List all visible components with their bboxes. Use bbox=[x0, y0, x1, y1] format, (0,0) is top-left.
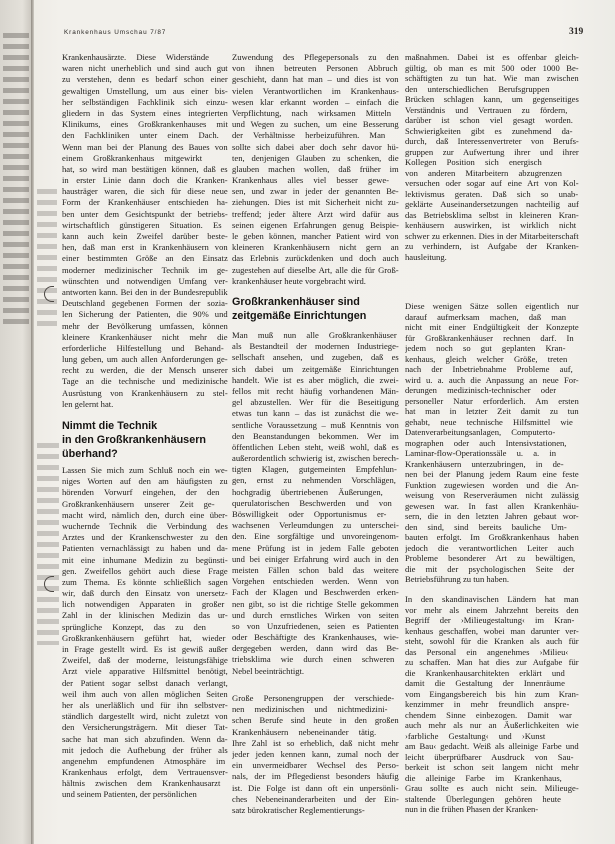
text-line: Wenn man bei der Planung des Baues von bbox=[62, 141, 228, 152]
text-line: Brücken schlagen kann, um gegenseitiges bbox=[405, 94, 579, 104]
text-line: kann auch kein Zweifel darüber beste- bbox=[62, 231, 228, 241]
text-line: mographen oder auch Intensivstationen, bbox=[405, 437, 567, 448]
text-line: zu schaffen. Man hat dies zur Aufgabe für bbox=[405, 657, 579, 667]
text-line: ten, denjenigen Glauben zu schenken, die bbox=[232, 152, 399, 163]
text-line: sellschaft ansehen, und zugeben, daß es bbox=[232, 352, 399, 363]
text-line: seinen eigenen Erfahrungen genug Beispie- bbox=[232, 219, 399, 230]
text-line: maßnahmen. Dabei ist es offenbar gleich- bbox=[405, 52, 579, 62]
text-line: Großkrankenhäusern unserer Zeit ge- bbox=[62, 498, 215, 509]
text-line: niges Worten auf den am häufigsten zu bbox=[62, 476, 228, 487]
text-line: gewaltigen Umstellung, um aus einer bis- bbox=[62, 85, 228, 96]
text-line: Laminar-flow-Operationssäle u. a. in bbox=[405, 448, 557, 458]
column-2-paragraph-2 bbox=[232, 330, 399, 677]
text-line: einer bestimmten Größe an den Einsatz bbox=[62, 253, 228, 264]
text-line: hörenden Vorwurf eingehen, der den bbox=[62, 487, 220, 498]
text-line: auch mehr als nur an Äußerlichkeiten wie bbox=[405, 720, 579, 730]
text-line: Krankenhaus erfolgt, dem Vertrauensver- bbox=[62, 767, 228, 778]
text-line: fellos mit recht häufig vorhandenen Män- bbox=[232, 385, 399, 396]
text-line: geschieht, dann hat man – und dies ist von bbox=[232, 74, 399, 85]
text-line: gültig, ob man es mit 500 oder 1000 Be- bbox=[405, 62, 579, 73]
text-line: schwer zu erkennen. Dies in der Mitarbeiterschaft bbox=[405, 230, 579, 241]
text-line: den sind, sind bereits bauliche Um- bbox=[405, 521, 567, 532]
column-3-paragraph-1 bbox=[405, 52, 579, 262]
text-line: den Fachkliniken unter einem Dach. bbox=[62, 130, 219, 141]
text-line: wird u. a. auch die Anpassung an neue For- bbox=[405, 374, 579, 385]
text-line: sentliche Voraussetzung – muß Kenntnis von bbox=[232, 419, 399, 430]
text-line: nen bei der Planung jedem Raum eine feste bbox=[405, 469, 579, 479]
text-line: Ausrüstung von Krankenhäusern zu stel- bbox=[62, 387, 228, 398]
text-line: kenhaus geschaffen, wobei man darunter ver- bbox=[405, 625, 579, 636]
text-line: die mit der psychologischen Seite der bbox=[405, 563, 575, 574]
text-line: Tage an die technische und medizinische bbox=[62, 376, 228, 387]
text-line: Böswilligkeit oder Opportunismus er- bbox=[232, 509, 387, 519]
text-line: Grau sollte es auch nicht sein. Milieuge- bbox=[405, 783, 579, 793]
text-line: moderner medizinischer Technik im ge- bbox=[62, 264, 228, 275]
text-line: her als unerläßlich und für ihn selbstver- bbox=[62, 699, 228, 710]
column-1 bbox=[62, 0, 228, 844]
text-line: waren nicht unerheblich und sind auch gut bbox=[62, 63, 228, 74]
text-line: hausleitung. bbox=[405, 251, 447, 262]
text-line: wesen klar erkannt worden – einfach die bbox=[232, 96, 399, 107]
text-line: Klinikums, eines Großkrankenhauses mit bbox=[62, 119, 228, 130]
text-line: damit die Gestaltung der Innenräume bbox=[405, 678, 565, 688]
text-line: mene Prüfung ist in jedem Falle geboten bbox=[232, 542, 399, 553]
text-line: wirtschaftlich günstigeren Situation. Es bbox=[62, 219, 222, 230]
text-line: öffentlichen Leben steht, weiß wohl, daß es bbox=[232, 441, 399, 452]
text-line: weisung von Reserveräumen nicht zulässig bbox=[405, 490, 579, 500]
text-line: Zweifel, daß der moderne, leistungsfähige bbox=[62, 655, 228, 666]
text-line: her selbständigen Fachklinik sich einzu- bbox=[62, 96, 228, 107]
text-line: vor mehr als einem Jahrzehnt bereits den bbox=[405, 604, 579, 615]
text-line: weil ihm auch von allen möglichen Seiten bbox=[62, 688, 228, 699]
text-line: len Sicherung der Patienten, die 90% und bbox=[62, 309, 228, 320]
text-line: versuchen oder sogar auf eine Art von Kol- bbox=[405, 178, 579, 188]
text-line: sern, die in den letzten Jahren gebaut wor- bbox=[405, 511, 579, 521]
text-line: den unterschiedlichen Berufsgruppen bbox=[405, 83, 550, 94]
text-line: leicht überprüfbarer Ausdruck von Sau- bbox=[405, 751, 574, 762]
text-line: len gelernt hat. bbox=[62, 398, 114, 409]
text-line: Lassen Sie mich zum Schluß noch ein we- bbox=[62, 465, 228, 475]
text-line: ziehungen. Dies ist mit Sicherheit nicht zu- bbox=[232, 197, 399, 208]
text-line: hältnis zwischen dem Krankenhausarzt bbox=[62, 778, 221, 789]
text-line: Verpflichtung, nach wirksamen Mitteln bbox=[232, 107, 392, 118]
column-3 bbox=[405, 0, 579, 844]
text-line: treffend; jeder ältere Arzt wird dafür aus bbox=[232, 208, 399, 219]
text-line: sollte sich dabei aber doch sehr davor hü- bbox=[232, 141, 399, 152]
text-line: den. Eine sorgfältige und unvoreingenom- bbox=[232, 531, 399, 542]
column-2-paragraph-1 bbox=[232, 52, 399, 287]
text-line: ches Nebeneinanderarbeiten und der Ein- bbox=[232, 793, 399, 804]
text-line: außerordentlich schwierig ist, zwischen berech- bbox=[232, 453, 399, 464]
text-line: das Personal ein angenehmes ›Milieu‹ bbox=[405, 646, 569, 657]
text-line: Schwierigkeiten gibt es zunehmend da- bbox=[405, 125, 573, 136]
heading-line: zeitgemäße Einrichtungen bbox=[232, 310, 367, 323]
text-line: am Bau‹ gedacht. Weiß als alleinige Farbe und bbox=[405, 741, 579, 751]
text-line: von ihnen betreuten Personen Abbruch bbox=[232, 63, 398, 74]
text-line: berkeit ist schon seit langem nicht mehr bbox=[405, 762, 579, 772]
text-line: oder Beschäftigte des Krankenhauses, wie- bbox=[232, 632, 399, 643]
text-line: satz bürokratischer Reglementierungs- bbox=[232, 804, 365, 815]
text-line: antworten kann. Bei den in der Bundesrepublik bbox=[62, 286, 228, 297]
text-line: Fach der Klagen und Beschwerden erken- bbox=[232, 587, 399, 598]
text-line: Krankenhaus alles viel besser gewe- bbox=[232, 175, 390, 186]
text-line: wünschten und notwendigen Umfang ver- bbox=[62, 275, 228, 286]
text-line: erforderliche Hilfestellung und Behand- bbox=[62, 342, 224, 353]
running-header-publication: Krankenhaus Umschau 7/87 bbox=[64, 29, 167, 36]
text-line: kenhaus, gleich welcher Größe, treten bbox=[405, 353, 568, 364]
text-line: staltende Überlegungen gehören heute bbox=[405, 793, 561, 804]
text-line: ben unter dem Gesichtspunkt der betriebs- bbox=[62, 208, 228, 219]
text-line: Begriff der ›Milieugestaltung‹ im Kran- bbox=[405, 615, 575, 625]
text-line: nals, der im Pflegedienst besonders häufig bbox=[232, 771, 399, 782]
section-heading bbox=[62, 419, 228, 462]
text-line: etwas tun kann – das ist zunächst die we- bbox=[232, 408, 399, 419]
text-line: gehabt, neue technische Hilfsmittel wie bbox=[405, 416, 573, 427]
text-line: Kollegen Position sich energisch bbox=[405, 157, 542, 167]
text-line: nen medizinischen und nichtmedizini- bbox=[232, 704, 388, 715]
text-line: hausträger waren, die sich für diese neue bbox=[62, 186, 228, 197]
text-line: angenehm empfundenen Atmosphäre im bbox=[62, 755, 226, 766]
text-line: ›farbliche Gestaltung‹ und ›Kunst bbox=[405, 730, 546, 741]
text-line: jeder jeden kennen kann, zumal noch der bbox=[232, 748, 399, 759]
text-line: gliedern in das System eines integrierten bbox=[62, 107, 228, 118]
text-line: vielen Verantwortlichen im Krankenhaus- bbox=[232, 85, 399, 96]
text-line: von anderen Mitarbeitern abzugrenzen bbox=[405, 167, 562, 178]
text-line: das Betriebsklima selbst in kleineren Kran- bbox=[405, 209, 579, 220]
text-line: gen. Zweifellos gehört auch diese Frage bbox=[62, 565, 228, 576]
text-line: geklärte Auseinandersetzungen nachteilig auf bbox=[405, 199, 579, 209]
column-3-paragraph-2 bbox=[405, 301, 579, 585]
text-line: den Beanstandungen bekommen. Wer im bbox=[232, 430, 399, 441]
text-line: triebsklima wie durch einen schweren bbox=[232, 654, 395, 665]
text-line: hat man in letzter Zeit damit zu tun bbox=[405, 406, 579, 416]
text-line: Zuwendung des Pflegepersonals zu den bbox=[232, 52, 399, 62]
text-line: und bei einiger Erfahrung wird auch in den bbox=[232, 553, 399, 564]
text-line: hat, so wird man bestätigen können, daß es bbox=[62, 163, 228, 174]
text-line: sen, und zwar in jeder der genannten Be- bbox=[232, 186, 399, 197]
text-line: zu verhindern, ist Aufgabe der Kranken- bbox=[405, 241, 579, 251]
text-line: Patienten vernachlässigt zu haben und da- bbox=[62, 543, 228, 554]
text-line: gen, ernst zu nehmenden Vorschlägen, bbox=[232, 475, 396, 486]
text-line: der Verhältnisse herbeizuführen. Man bbox=[232, 130, 386, 141]
text-line: einem Großkrankenhaus mitgewirkt bbox=[62, 152, 203, 163]
text-line: ist. Die Folge ist dann oft ein unpersönli- bbox=[232, 782, 399, 793]
text-line: derungen medizinisch-technischer oder bbox=[405, 385, 557, 395]
text-line: als Bestandteil der modernen Industriege- bbox=[232, 341, 399, 352]
text-line: lung geben, um auch allen Anforderungen ge- bbox=[62, 354, 228, 365]
text-line: Datenverarbeitungsanlagen, Computerto- bbox=[405, 427, 556, 437]
text-line: gel abzustellen. Wer für die Beseitigung bbox=[232, 397, 399, 408]
text-line: nicht mit einer Endgültigkeit der Konzepte bbox=[405, 322, 579, 332]
text-line: Deutschland gegebenen Formen der sozia- bbox=[62, 298, 228, 309]
punch-hole-mark bbox=[44, 576, 54, 592]
text-line: wuchernde Technik die Verbindung des bbox=[62, 520, 228, 531]
text-line: Nebel beeinträchtigt. bbox=[232, 665, 305, 676]
text-line: chendem Sinne einbezogen. Damit war bbox=[405, 709, 572, 720]
text-line: schäftigten zu tun hat. Wie man zwischen bbox=[405, 73, 579, 83]
text-line: sich dabei um zeitgemäße Einrichtungen bbox=[232, 363, 399, 374]
text-line: in Frage gestellt wird. Es ist gewiß außer bbox=[62, 644, 228, 654]
text-line: gruppen zur Aufwertung ihrer und ihrer bbox=[405, 146, 579, 157]
text-line: Krankenhäusern unterzubringen, in de- bbox=[405, 458, 564, 469]
text-line: Großkrankenhäusern geführt hat, wieder bbox=[62, 632, 226, 643]
text-line: Form der Krankenhäuser entschieden ha- bbox=[62, 197, 228, 208]
heading-line: in den Großkrankenhäusern bbox=[62, 434, 206, 447]
text-line: jedoch die verantwortlichen Leiter auch bbox=[405, 542, 574, 553]
text-line: mit eine inhumane Medizin zu begünsti- bbox=[62, 554, 228, 565]
text-line: kleinere Krankenhäuser nicht mehr die bbox=[62, 331, 228, 342]
text-line: Krankenhäusern nebeneinander tätig. bbox=[232, 726, 377, 737]
text-line: bauten erfolgt. Im Großkrankenhaus haben bbox=[405, 532, 579, 542]
text-line: le geben können, mancher Patient wird von bbox=[232, 231, 399, 241]
text-line: Funktion zugewiesen worden und die An- bbox=[405, 479, 579, 490]
text-line: ein unvermeidbarer Wechsel des Perso- bbox=[232, 760, 399, 771]
text-line: hen, daß man erst in Krankenhäusern von bbox=[62, 242, 228, 253]
text-line: Ihre Zahl ist so erheblich, daß nicht mehr bbox=[232, 737, 399, 748]
text-line: und seinem Patienten, der persönlichen bbox=[62, 789, 197, 800]
adjacent-page-text-fragments bbox=[3, 30, 29, 330]
text-line: mit jedoch die Aufhebung der früher als bbox=[62, 744, 228, 755]
text-line: Betriebsführung zu tun haben. bbox=[405, 574, 510, 584]
text-line: den Versicherungsträgern. Mit dieser Tat- bbox=[62, 722, 228, 733]
text-line: darauf aufmerksam machen, daß man bbox=[405, 311, 567, 322]
page-number: 319 bbox=[569, 27, 584, 37]
text-line: und Wegen zu suchen, um eine Besserung bbox=[232, 119, 399, 130]
column-1-paragraph-1 bbox=[62, 52, 228, 410]
text-line: Probleme besonderer Art zu bewältigen, bbox=[405, 553, 576, 563]
text-line: In den skandinavischen Ländern hat man bbox=[405, 594, 579, 604]
text-line: der Patient sogar selbst danach verlangt, bbox=[62, 677, 228, 688]
text-line: zum Thema. Es könnte schließlich sagen bbox=[62, 576, 228, 587]
column-2 bbox=[232, 0, 399, 844]
text-line: lich notwendigen Apparaten in großer bbox=[62, 599, 225, 610]
section-heading bbox=[232, 295, 399, 323]
text-line: personeller Natur erforderlich. Am ersten bbox=[405, 395, 579, 406]
text-line: vom Eingangsbereich bis hin zum Kran- bbox=[405, 688, 579, 699]
text-line: querulatorischen Beschwerden und von bbox=[232, 497, 392, 508]
text-line: lektivismus geraten. Daß sich so unab- bbox=[405, 188, 579, 199]
text-line: recht zu werden, die der Mensch unserer bbox=[62, 365, 228, 376]
heading-line: Großkrankenhäuser sind bbox=[232, 296, 360, 308]
text-line: in erster Linie dann doch die Kranken- bbox=[62, 175, 228, 186]
text-line: durch, daß Interessenvertreter von Berufs- bbox=[405, 136, 579, 146]
text-line: die Krankenhausarchitekten erklärt und bbox=[405, 667, 565, 678]
column-1-paragraph-2 bbox=[62, 465, 228, 801]
text-line: zu verstehen, denn es bedarf schon einer bbox=[62, 74, 228, 85]
text-line: wir, daß durch den Einsatz von unersetz- bbox=[62, 588, 228, 599]
text-line: tigten Klagen, gutgemeinten Empfehlun- bbox=[232, 464, 397, 475]
text-line: Vorgehen entschieden werden. Wenn von bbox=[232, 576, 399, 587]
heading-line: überhand? bbox=[62, 448, 118, 461]
text-line: handelt. Wie ist es aber möglich, die zwei- bbox=[232, 374, 399, 385]
text-line: sprüngliche Konzept, das zu den bbox=[62, 621, 206, 632]
text-line: Große Personengruppen der verschiede- bbox=[232, 693, 395, 703]
text-line: das Erlebnis zurückdenken und doch auch bbox=[232, 253, 399, 264]
column-3-paragraph-3 bbox=[405, 594, 579, 815]
text-line: Krankenhausärzte. Diese Widerstände bbox=[62, 52, 209, 62]
column-2-paragraph-3 bbox=[232, 693, 399, 816]
text-line: Arzt viele apparative Hilfsmittel benötigt, bbox=[62, 666, 228, 677]
text-line: gewesen war. In fast allen Krankenhäu- bbox=[405, 500, 579, 511]
text-line: für Großkrankenhäuser rechnen darf. In bbox=[405, 332, 574, 343]
adjacent-page-text-fragments bbox=[37, 440, 59, 645]
text-line: zugestehen auf dieselbe Art, alle die für Groß- bbox=[232, 264, 399, 275]
text-line: und durch ernstliches Wirken von seiten bbox=[232, 609, 399, 620]
text-line: die alleinige Farbe im Krankenhaus, bbox=[405, 772, 562, 783]
text-line: nen gibt, so ist die richtige Stelle gekommen bbox=[232, 598, 399, 609]
text-line: kenhäusern auswirken, ist wirklich nicht bbox=[405, 220, 577, 230]
heading-line: Nimmt die Technik bbox=[62, 420, 158, 432]
text-line: mehr der Bevölkerung umfassen, können bbox=[62, 320, 228, 331]
text-line: kleineren Krankenhäusern nicht gern an bbox=[232, 242, 399, 253]
text-line: Verständnis und Vertrauen zu fördern, bbox=[405, 104, 568, 115]
text-line: sache hat man sich abzufinden. Wenn da- bbox=[62, 733, 228, 744]
text-line: darüber ist schon viel gesagt worden. bbox=[405, 115, 573, 125]
text-line: Man muß nun alle Großkrankenhäuser bbox=[232, 330, 397, 340]
text-line: nach der Inbetriebnahme Probleme auf, bbox=[405, 364, 573, 374]
text-line: wachsenen Verleumdungen zu unterschei- bbox=[232, 520, 399, 531]
text-line: meisten Fällen schon bald das weitere bbox=[232, 564, 399, 575]
text-line: kenzimmer in mehr freundlich anspre- bbox=[405, 699, 570, 709]
text-line: dergegeben werden, dann wird das Be- bbox=[232, 643, 399, 654]
text-line: Diese wenigen Sätze sollen eigentlich nur bbox=[405, 301, 579, 311]
punch-hole-mark bbox=[44, 286, 54, 302]
text-line: ständlich dargestellt wird, nicht zuletzt von bbox=[62, 711, 228, 722]
text-line: macht wird, nämlich den, durch eine über- bbox=[62, 509, 228, 520]
text-line: Arztes und der Krankenschwester zu den bbox=[62, 532, 228, 543]
text-line: krankenhäuser heute vorgebracht wird. bbox=[232, 275, 366, 286]
text-line: nun in die frühen Phasen der Kranken- bbox=[405, 804, 539, 814]
text-line: jedem noch so gut geplanten Kran- bbox=[405, 343, 566, 353]
text-line: glauben machen wollen, daß früher im bbox=[232, 163, 399, 174]
page-gutter-shadow bbox=[31, 0, 34, 844]
text-line: hochgradig übertriebenen Äußerungen, bbox=[232, 486, 383, 497]
text-line: Zahl in der klinischen Medizin das ur- bbox=[62, 610, 228, 621]
adjacent-page-text-fragments bbox=[37, 186, 57, 331]
text-line: steht, sowohl für die Kranken als auch für bbox=[405, 636, 579, 646]
text-line: so von Unzufriedenen, seien es Patienten bbox=[232, 620, 399, 631]
text-line: schen Berufe sind heute in den großen bbox=[232, 715, 399, 726]
